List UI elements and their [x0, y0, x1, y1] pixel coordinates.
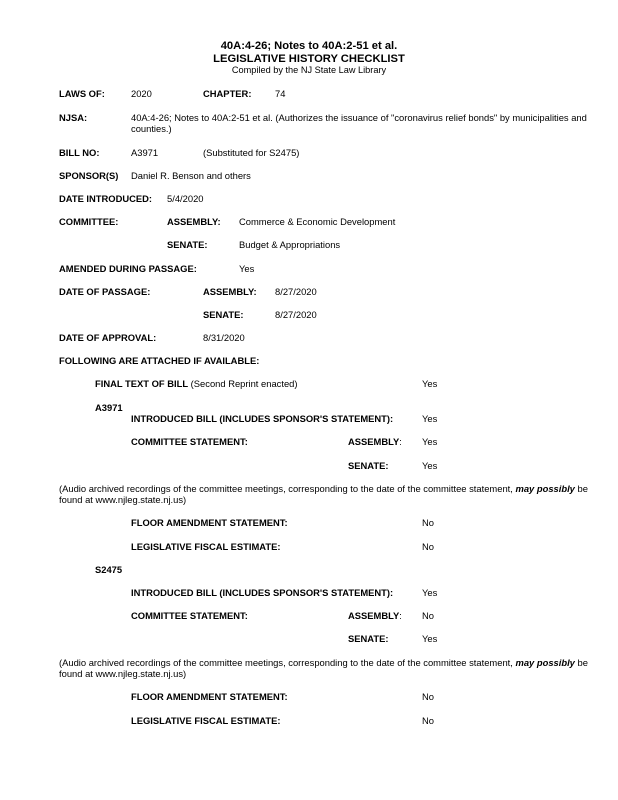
document-title: 40A:4-26; Notes to 40A:2-51 et al.: [220, 40, 398, 52]
committee-senate-value: Budget & Appropriations: [239, 239, 341, 250]
njsa-label: NJSA:: [59, 112, 88, 123]
committee-senate-label: SENATE:: [167, 239, 208, 250]
bill-a-audio-text: (Audio archived recordings of the committee meetings, corresponding to the date of the committee statement,: [59, 483, 516, 494]
final-text-note: (Second Reprint enacted): [188, 378, 298, 389]
bill-s-id: S2475: [95, 564, 123, 575]
bill-s-assembly-value: No: [422, 610, 434, 621]
bill-a-audio-emph: may possibly: [515, 483, 575, 494]
bill-a-audio-text-end: be found at www.njleg.state.nj.us): [59, 483, 588, 505]
final-text-value: Yes: [422, 378, 438, 389]
bill-a-introduced-label: INTRODUCED BILL (INCLUDES SPONSOR'S STATEMENT):: [131, 413, 394, 424]
chapter-value: 74: [275, 88, 286, 99]
following-heading: FOLLOWING ARE ATTACHED IF AVAILABLE:: [59, 355, 260, 366]
bill-s-floor-value: No: [422, 691, 434, 702]
bill-s-senate-value: Yes: [422, 633, 438, 644]
bill-a-assembly-value: Yes: [422, 436, 438, 447]
date-introduced-label: DATE INTRODUCED:: [59, 193, 153, 204]
bill-s-committee-label: COMMITTEE STATEMENT:: [131, 610, 248, 621]
bill-a-introduced-value: Yes: [422, 413, 438, 424]
njsa-value: 40A:4-26; Notes to 40A:2-51 et al. (Authorizes the issuance of "coronavirus relief bonds" by municipalities and counties.): [131, 112, 587, 134]
passage-assembly-value: 8/27/2020: [275, 286, 317, 297]
date-of-passage-label: DATE OF PASSAGE:: [59, 286, 151, 297]
chapter-label: CHAPTER:: [203, 88, 252, 99]
bill-a-committee-label: COMMITTEE STATEMENT:: [131, 436, 248, 447]
bill-substitute: (Substituted for S2475): [203, 147, 300, 158]
bill-a-assembly-label: ASSEMBLY: [348, 436, 400, 447]
bill-s-assembly-label-row: [348, 610, 402, 621]
bill-no-value: A3971: [131, 147, 159, 158]
bill-s-assembly-colon: :: [399, 610, 402, 621]
bill-a-assembly-colon: :: [399, 436, 402, 447]
bill-a-fiscal-label: LEGISLATIVE FISCAL ESTIMATE:: [131, 541, 281, 552]
passage-senate-label: SENATE:: [203, 309, 244, 320]
amended-label: AMENDED DURING PASSAGE:: [59, 263, 197, 274]
committee-label: COMMITTEE:: [59, 216, 119, 227]
amended-value: Yes: [239, 263, 255, 274]
compiled-by: Compiled by the NJ State Law Library: [231, 65, 387, 75]
sponsors-label: SPONSOR(S): [59, 170, 119, 181]
date-of-approval-label: DATE OF APPROVAL:: [59, 332, 157, 343]
committee-assembly-value: Commerce & Economic Development: [239, 216, 396, 227]
committee-assembly-label: ASSEMBLY:: [167, 216, 221, 227]
date-of-approval-value: 8/31/2020: [203, 332, 245, 343]
date-introduced-value: 5/4/2020: [167, 193, 204, 204]
bill-a-senate-label: SENATE:: [348, 460, 389, 471]
bill-a-audio-note: [59, 483, 607, 505]
bill-s-floor-label: FLOOR AMENDMENT STATEMENT:: [131, 691, 288, 702]
final-text-label: FINAL TEXT OF BILL: [95, 378, 189, 389]
bill-s-fiscal-label: LEGISLATIVE FISCAL ESTIMATE:: [131, 715, 281, 726]
bill-a-senate-value: Yes: [422, 460, 438, 471]
bill-s-senate-label: SENATE:: [348, 633, 389, 644]
sponsors-value: Daniel R. Benson and others: [131, 170, 251, 181]
bill-a-floor-value: No: [422, 517, 434, 528]
bill-a-fiscal-value: No: [422, 541, 434, 552]
bill-s-fiscal-value: No: [422, 715, 434, 726]
bill-s-audio-emph: may possibly: [515, 657, 575, 668]
bill-s-audio-text: (Audio archived recordings of the committee meetings, corresponding to the date of the committee statement,: [59, 657, 516, 668]
bill-s-audio-text-end: be found at www.njleg.state.nj.us): [59, 657, 588, 679]
passage-senate-value: 8/27/2020: [275, 309, 317, 320]
laws-of-value: 2020: [131, 88, 152, 99]
document-subtitle: LEGISLATIVE HISTORY CHECKLIST: [213, 53, 405, 65]
bill-a-id: A3971: [95, 402, 123, 413]
laws-of-label: LAWS OF:: [59, 88, 105, 99]
bill-s-assembly-label: ASSEMBLY: [348, 610, 400, 621]
final-text-row: [95, 378, 298, 389]
bill-a-assembly-label-row: [348, 436, 402, 447]
bill-s-audio-note: [59, 657, 607, 679]
bill-no-label: BILL NO:: [59, 147, 100, 158]
bill-s-introduced-label: INTRODUCED BILL (INCLUDES SPONSOR'S STATEMENT):: [131, 587, 394, 598]
bill-s-introduced-value: Yes: [422, 587, 438, 598]
bill-a-floor-label: FLOOR AMENDMENT STATEMENT:: [131, 517, 288, 528]
passage-assembly-label: ASSEMBLY:: [203, 286, 257, 297]
